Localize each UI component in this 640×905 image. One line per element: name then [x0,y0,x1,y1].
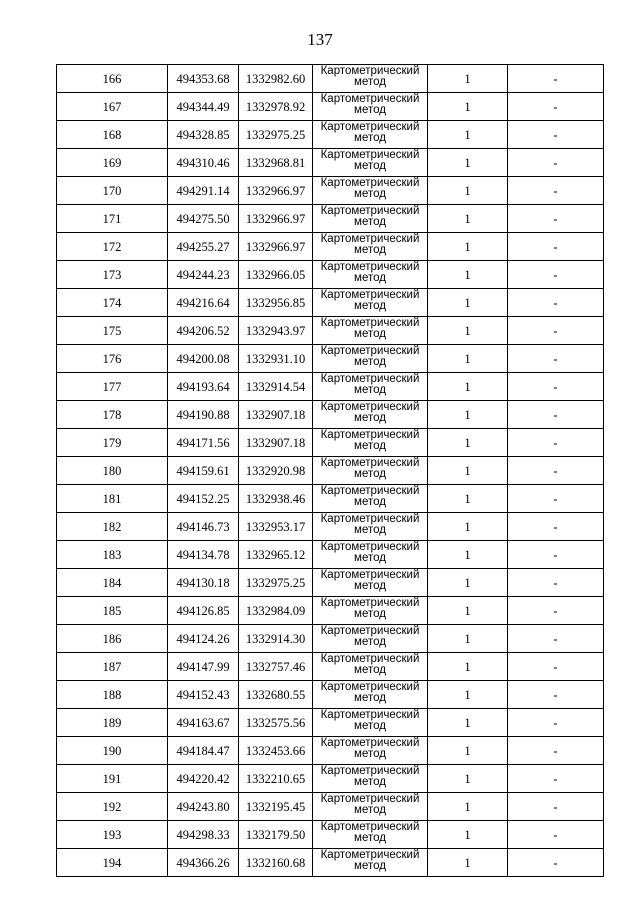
point-number-cell: 178 [57,401,168,429]
y-coordinate-cell: 1332965.12 [239,541,313,569]
table-row [57,513,604,541]
table-row [57,457,604,485]
table-row [57,233,604,261]
point-number-cell: 190 [57,737,168,765]
method-text: Картометрический [320,653,420,665]
method-cell [313,317,428,345]
note-cell: - [508,401,604,429]
note-cell: - [508,821,604,849]
quantity-cell: 1 [428,429,508,457]
point-number-cell: 191 [57,765,168,793]
method-text: метод [354,776,386,788]
method-text: Картометрический [320,429,420,441]
method-text: метод [354,412,386,424]
quantity-cell: 1 [428,681,508,709]
method-text: метод [354,832,386,844]
y-coordinate-cell: 1332966.97 [239,177,313,205]
x-coordinate-cell: 494344.49 [168,93,239,121]
table-row [57,121,604,149]
method-cell [313,485,428,513]
quantity-cell: 1 [428,821,508,849]
point-number-cell: 175 [57,317,168,345]
method-cell [313,457,428,485]
quantity-cell: 1 [428,625,508,653]
y-coordinate-cell: 1332938.46 [239,485,313,513]
method-cell [313,709,428,737]
y-coordinate-cell: 1332975.25 [239,569,313,597]
x-coordinate-cell: 494126.85 [168,597,239,625]
y-coordinate-cell: 1332914.54 [239,373,313,401]
method-cell [313,345,428,373]
method-cell [313,261,428,289]
quantity-cell: 1 [428,541,508,569]
point-number-cell: 170 [57,177,168,205]
quantity-cell: 1 [428,765,508,793]
method-text: метод [354,300,386,312]
note-cell: - [508,261,604,289]
y-coordinate-cell: 1332966.05 [239,261,313,289]
method-text: Картометрический [320,765,420,777]
method-text: метод [354,384,386,396]
method-cell [313,177,428,205]
y-coordinate-cell: 1332680.55 [239,681,313,709]
quantity-cell: 1 [428,709,508,737]
note-cell: - [508,597,604,625]
point-number-cell: 185 [57,597,168,625]
y-coordinate-cell: 1332943.97 [239,317,313,345]
method-text: Картометрический [320,681,420,693]
y-coordinate-cell: 1332966.97 [239,205,313,233]
note-cell: - [508,317,604,345]
method-cell [313,149,428,177]
x-coordinate-cell: 494159.61 [168,457,239,485]
x-coordinate-cell: 494275.50 [168,205,239,233]
x-coordinate-cell: 494171.56 [168,429,239,457]
y-coordinate-cell: 1332968.81 [239,149,313,177]
quantity-cell: 1 [428,457,508,485]
method-text: метод [354,272,386,284]
point-number-cell: 179 [57,429,168,457]
quantity-cell: 1 [428,569,508,597]
note-cell: - [508,849,604,877]
method-text: Картометрический [320,345,420,357]
page-number: 137 [307,30,333,49]
y-coordinate-cell: 1332195.45 [239,793,313,821]
note-cell: - [508,149,604,177]
x-coordinate-cell: 494366.26 [168,849,239,877]
x-coordinate-cell: 494200.08 [168,345,239,373]
quantity-cell: 1 [428,345,508,373]
y-coordinate-cell: 1332160.68 [239,849,313,877]
note-cell: - [508,373,604,401]
method-text: метод [354,160,386,172]
note-cell: - [508,681,604,709]
table-row [57,737,604,765]
point-number-cell: 193 [57,821,168,849]
y-coordinate-cell: 1332914.30 [239,625,313,653]
note-cell: - [508,485,604,513]
method-text: метод [354,216,386,228]
y-coordinate-cell: 1332907.18 [239,429,313,457]
note-cell: - [508,429,604,457]
method-text: Картометрический [320,597,420,609]
method-cell [313,681,428,709]
method-cell [313,373,428,401]
method-text: метод [354,76,386,88]
y-coordinate-cell: 1332920.98 [239,457,313,485]
method-text: метод [354,188,386,200]
x-coordinate-cell: 494184.47 [168,737,239,765]
point-number-cell: 187 [57,653,168,681]
method-text: Картометрический [320,709,420,721]
quantity-cell: 1 [428,317,508,345]
method-text: метод [354,748,386,760]
point-number-cell: 168 [57,121,168,149]
quantity-cell: 1 [428,737,508,765]
table-row [57,65,604,93]
note-cell: - [508,177,604,205]
quantity-cell: 1 [428,373,508,401]
method-text: метод [354,132,386,144]
method-text: Картометрический [320,737,420,749]
point-number-cell: 189 [57,709,168,737]
table-row [57,541,604,569]
method-cell [313,65,428,93]
coordinates-table [56,64,604,877]
note-cell: - [508,709,604,737]
method-cell [313,289,428,317]
table-row [57,597,604,625]
quantity-cell: 1 [428,597,508,625]
method-text: метод [354,244,386,256]
method-text: Картометрический [320,149,420,161]
quantity-cell: 1 [428,793,508,821]
quantity-cell: 1 [428,485,508,513]
y-coordinate-cell: 1332984.09 [239,597,313,625]
x-coordinate-cell: 494124.26 [168,625,239,653]
note-cell: - [508,93,604,121]
point-number-cell: 181 [57,485,168,513]
method-text: метод [354,524,386,536]
method-text: метод [354,664,386,676]
table-row [57,849,604,877]
x-coordinate-cell: 494216.64 [168,289,239,317]
method-text: Картометрический [320,93,420,105]
table-row [57,625,604,653]
table-row [57,793,604,821]
note-cell: - [508,205,604,233]
method-text: метод [354,328,386,340]
method-text: метод [354,552,386,564]
x-coordinate-cell: 494220.42 [168,765,239,793]
method-text: метод [354,804,386,816]
method-text: Картометрический [320,821,420,833]
method-cell [313,653,428,681]
point-number-cell: 183 [57,541,168,569]
quantity-cell: 1 [428,149,508,177]
table-row [57,93,604,121]
y-coordinate-cell: 1332453.66 [239,737,313,765]
method-text: Картометрический [320,849,420,861]
quantity-cell: 1 [428,177,508,205]
table-row [57,569,604,597]
table-row [57,681,604,709]
quantity-cell: 1 [428,653,508,681]
method-cell [313,429,428,457]
method-text: метод [354,356,386,368]
x-coordinate-cell: 494206.52 [168,317,239,345]
table-row [57,429,604,457]
quantity-cell: 1 [428,513,508,541]
quantity-cell: 1 [428,401,508,429]
y-coordinate-cell: 1332210.65 [239,765,313,793]
table-row [57,345,604,373]
y-coordinate-cell: 1332975.25 [239,121,313,149]
table-row [57,653,604,681]
x-coordinate-cell: 494243.80 [168,793,239,821]
method-cell [313,233,428,261]
x-coordinate-cell: 494190.88 [168,401,239,429]
x-coordinate-cell: 494328.85 [168,121,239,149]
method-text: метод [354,580,386,592]
table-row [57,289,604,317]
table-row [57,821,604,849]
method-text: Картометрический [320,177,420,189]
note-cell: - [508,289,604,317]
method-cell [313,513,428,541]
point-number-cell: 173 [57,261,168,289]
note-cell: - [508,569,604,597]
y-coordinate-cell: 1332953.17 [239,513,313,541]
point-number-cell: 194 [57,849,168,877]
x-coordinate-cell: 494147.99 [168,653,239,681]
method-cell [313,737,428,765]
method-text: Картометрический [320,513,420,525]
y-coordinate-cell: 1332956.85 [239,289,313,317]
method-text: Картометрический [320,625,420,637]
point-number-cell: 176 [57,345,168,373]
point-number-cell: 172 [57,233,168,261]
method-cell [313,625,428,653]
x-coordinate-cell: 494193.64 [168,373,239,401]
method-text: метод [354,468,386,480]
x-coordinate-cell: 494152.25 [168,485,239,513]
method-cell [313,597,428,625]
method-text: Картометрический [320,65,420,77]
method-text: Картометрический [320,121,420,133]
method-text: Картометрический [320,485,420,497]
x-coordinate-cell: 494298.33 [168,821,239,849]
table-row [57,317,604,345]
table-row [57,177,604,205]
method-text: метод [354,496,386,508]
method-text: Картометрический [320,317,420,329]
table-row [57,373,604,401]
method-cell [313,569,428,597]
point-number-cell: 188 [57,681,168,709]
quantity-cell: 1 [428,93,508,121]
y-coordinate-cell: 1332966.97 [239,233,313,261]
method-text: Картометрический [320,233,420,245]
point-number-cell: 174 [57,289,168,317]
method-text: Картометрический [320,457,420,469]
method-text: Картометрический [320,401,420,413]
note-cell: - [508,737,604,765]
point-number-cell: 177 [57,373,168,401]
y-coordinate-cell: 1332931.10 [239,345,313,373]
x-coordinate-cell: 494255.27 [168,233,239,261]
point-number-cell: 180 [57,457,168,485]
method-text: Картометрический [320,793,420,805]
y-coordinate-cell: 1332179.50 [239,821,313,849]
table-row [57,149,604,177]
y-coordinate-cell: 1332907.18 [239,401,313,429]
method-text: метод [354,608,386,620]
y-coordinate-cell: 1332978.92 [239,93,313,121]
point-number-cell: 192 [57,793,168,821]
note-cell: - [508,625,604,653]
note-cell: - [508,513,604,541]
method-cell [313,541,428,569]
table-body [57,65,604,877]
method-cell [313,765,428,793]
note-cell: - [508,121,604,149]
method-text: Картометрический [320,289,420,301]
method-cell [313,849,428,877]
x-coordinate-cell: 494310.46 [168,149,239,177]
method-text: метод [354,860,386,872]
point-number-cell: 186 [57,625,168,653]
note-cell: - [508,793,604,821]
quantity-cell: 1 [428,261,508,289]
note-cell: - [508,653,604,681]
x-coordinate-cell: 494152.43 [168,681,239,709]
method-text: Картометрический [320,261,420,273]
x-coordinate-cell: 494291.14 [168,177,239,205]
quantity-cell: 1 [428,65,508,93]
table-row [57,261,604,289]
note-cell: - [508,233,604,261]
method-cell [313,401,428,429]
quantity-cell: 1 [428,849,508,877]
method-text: Картометрический [320,205,420,217]
method-text: метод [354,636,386,648]
point-number-cell: 167 [57,93,168,121]
y-coordinate-cell: 1332757.46 [239,653,313,681]
point-number-cell: 182 [57,513,168,541]
method-cell [313,821,428,849]
y-coordinate-cell: 1332982.60 [239,65,313,93]
point-number-cell: 184 [57,569,168,597]
note-cell: - [508,457,604,485]
method-cell [313,93,428,121]
method-text: метод [354,440,386,452]
x-coordinate-cell: 494130.18 [168,569,239,597]
point-number-cell: 171 [57,205,168,233]
method-cell [313,205,428,233]
x-coordinate-cell: 494134.78 [168,541,239,569]
method-text: Картометрический [320,541,420,553]
method-text: Картометрический [320,569,420,581]
table-row [57,765,604,793]
y-coordinate-cell: 1332575.56 [239,709,313,737]
method-text: метод [354,692,386,704]
note-cell: - [508,765,604,793]
method-text: метод [354,104,386,116]
x-coordinate-cell: 494353.68 [168,65,239,93]
quantity-cell: 1 [428,233,508,261]
table-row [57,709,604,737]
x-coordinate-cell: 494163.67 [168,709,239,737]
point-number-cell: 166 [57,65,168,93]
quantity-cell: 1 [428,205,508,233]
x-coordinate-cell: 494244.23 [168,261,239,289]
method-text: метод [354,720,386,732]
note-cell: - [508,65,604,93]
x-coordinate-cell: 494146.73 [168,513,239,541]
method-cell [313,121,428,149]
quantity-cell: 1 [428,289,508,317]
method-cell [313,793,428,821]
table-row [57,401,604,429]
table-row [57,485,604,513]
note-cell: - [508,345,604,373]
point-number-cell: 169 [57,149,168,177]
table-row [57,205,604,233]
method-text: Картометрический [320,373,420,385]
quantity-cell: 1 [428,121,508,149]
note-cell: - [508,541,604,569]
